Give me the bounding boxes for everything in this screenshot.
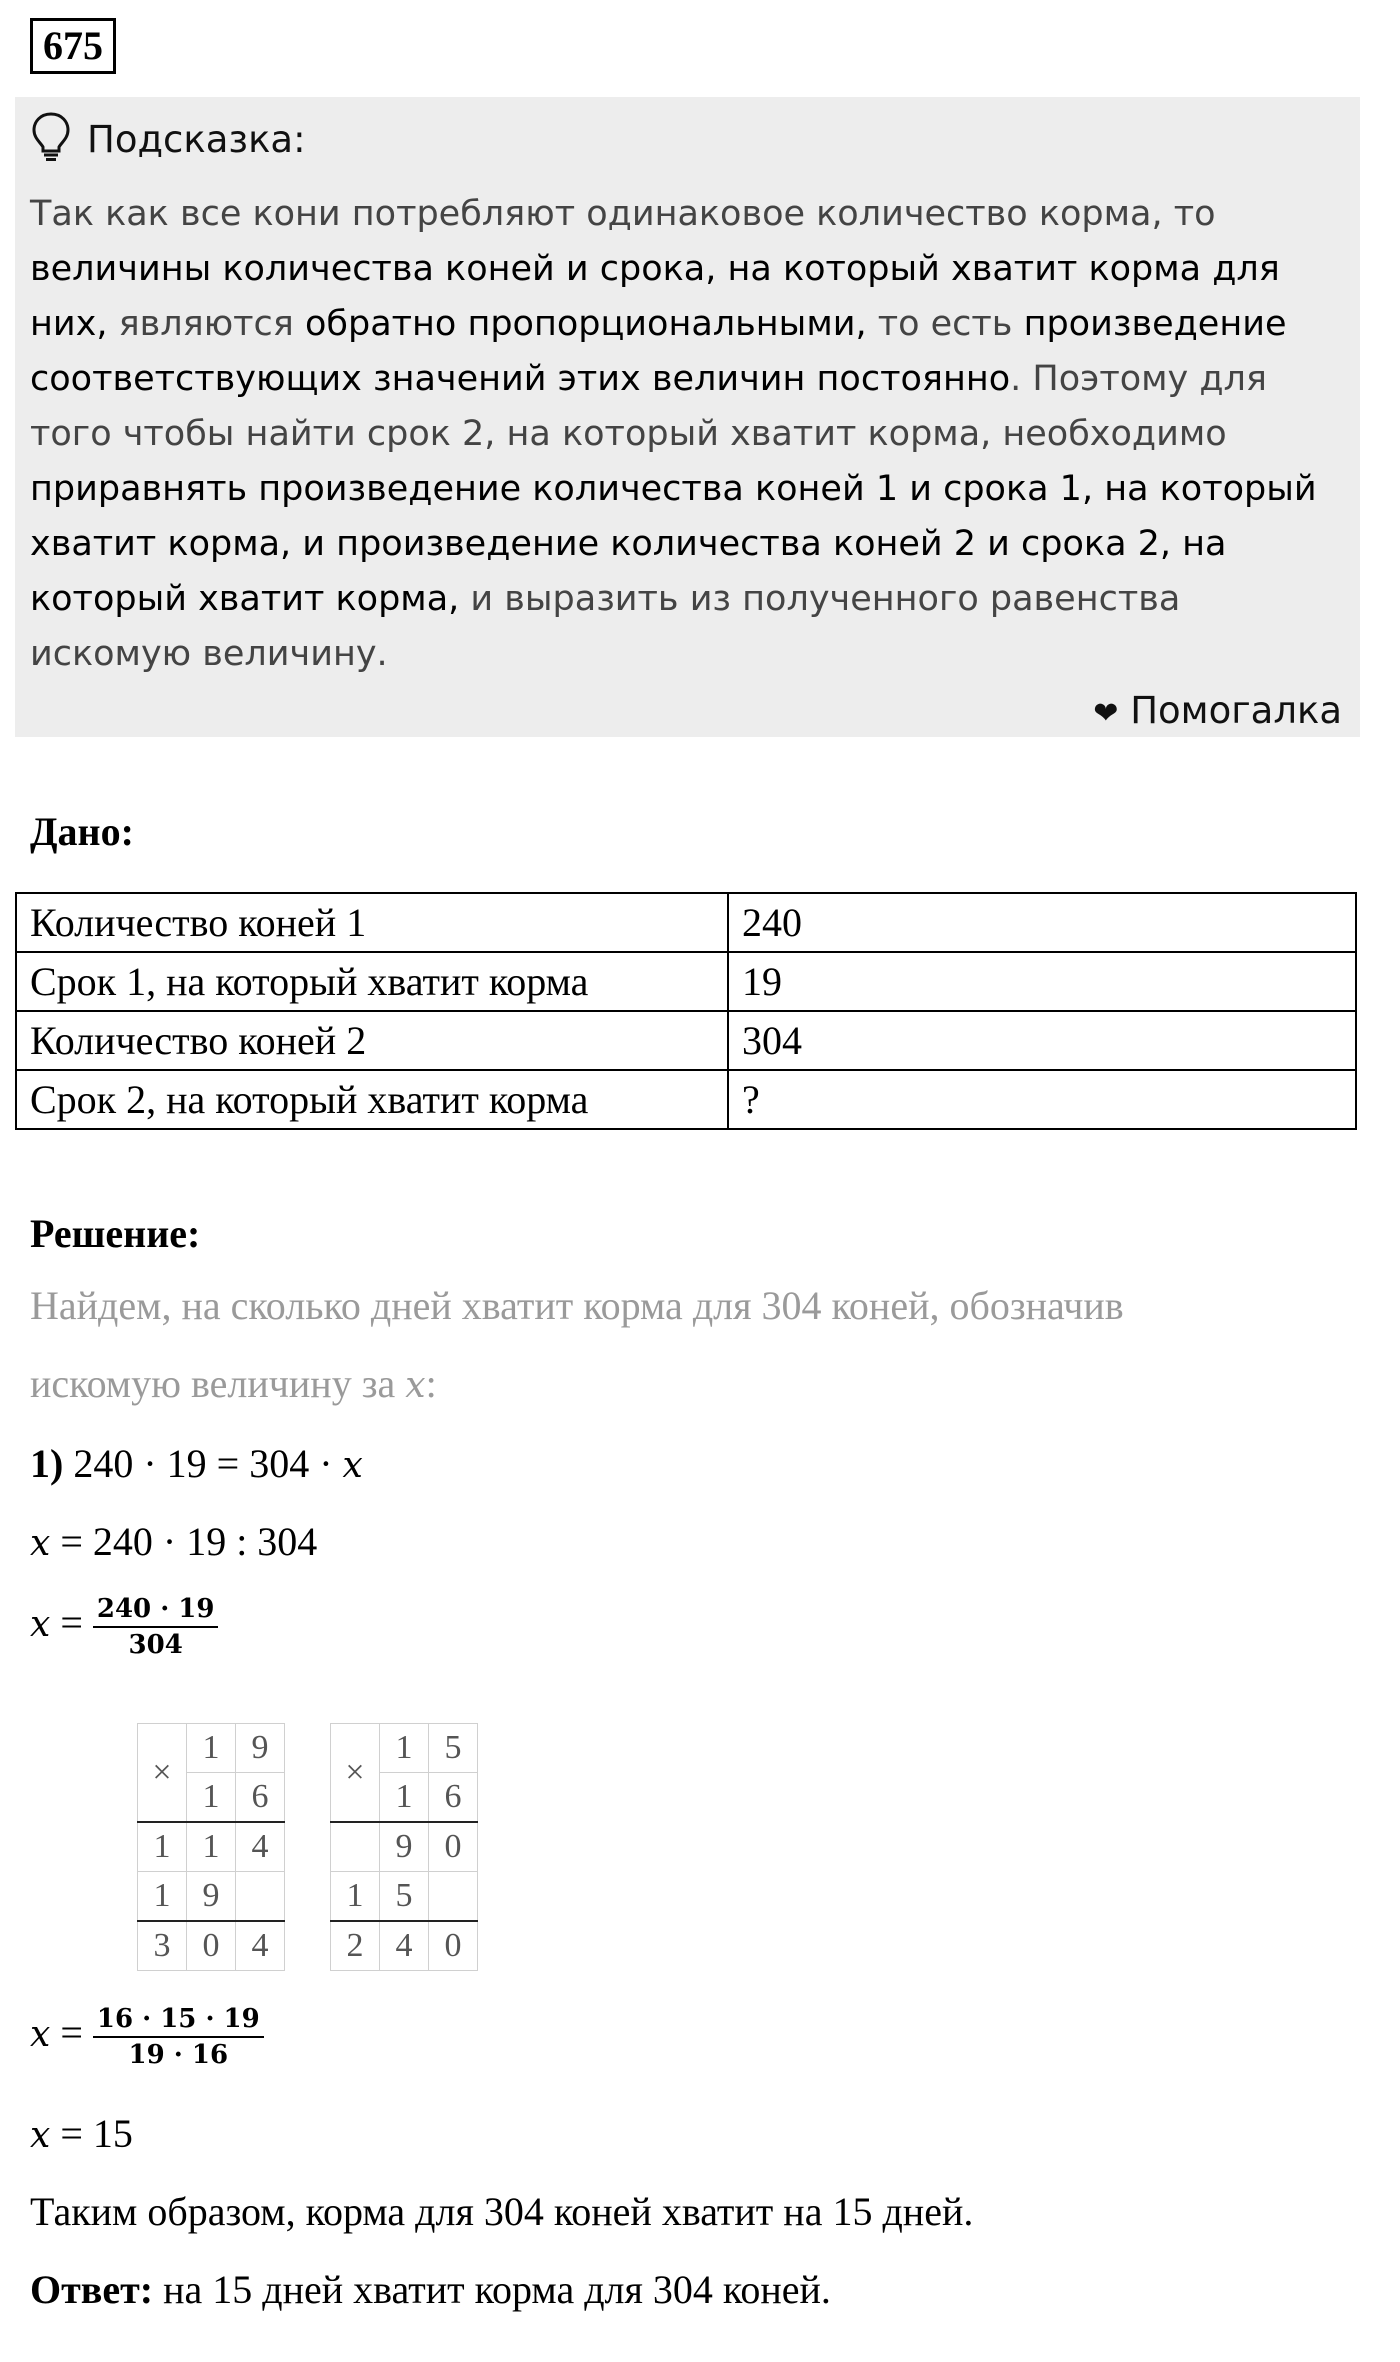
equation-1: 240 · 19 = 304 ·: [63, 1441, 343, 1486]
mult-digit: 0: [429, 1822, 478, 1872]
mult-digit: 4: [236, 1822, 285, 1872]
answer-label: Ответ:: [30, 2267, 154, 2312]
mult-row: [331, 1872, 478, 1922]
mult-digit: 0: [187, 1921, 236, 1971]
mult-digit: 2: [331, 1921, 380, 1971]
equation-line-1: [30, 1440, 363, 1487]
fraction-2-numerator: 16 · 15 · 19: [93, 2004, 264, 2038]
mult-row: [331, 1724, 478, 1773]
given-row: [16, 1011, 1356, 1070]
multiply-sign: ×: [138, 1724, 187, 1823]
hint-text-part: являются: [107, 304, 305, 344]
fraction-1-numerator: 240 · 19: [93, 1594, 219, 1628]
fraction-line-2: [30, 2004, 264, 2070]
multiplication-19x16: [137, 1723, 285, 1971]
mult-digit: 5: [429, 1724, 478, 1773]
answer-line: [30, 2266, 831, 2313]
hint-text-emphasis: величины количества коней и срока, на который хватит корма для них,: [30, 249, 1280, 344]
variable-x: x: [30, 1523, 51, 1564]
hint-title: Подсказка:: [87, 117, 306, 161]
hint-text-part: и выразить из полученного равенства искомую величину.: [30, 579, 1181, 674]
mult-digit: 4: [380, 1921, 429, 1971]
solution-intro-line-1: Найдем, на сколько дней хватит корма для 304 коней, обозначив: [30, 1283, 1124, 1328]
mult-digit: 6: [236, 1773, 285, 1823]
lightbulb-icon: [31, 111, 71, 168]
mult-row: [331, 1921, 478, 1971]
given-label: Количество коней 2: [16, 1011, 728, 1070]
given-row: [16, 952, 1356, 1011]
mult-digit: 9: [380, 1822, 429, 1872]
variable-x: x: [30, 1604, 51, 1646]
mult-digit: [236, 1872, 285, 1922]
hint-text-emphasis: произведение соответствующих значений этих величин постоянно: [30, 304, 1287, 399]
hint-text-emphasis: приравнять произведение количества коней 1 и срока 1, на который хватит корма, и произведение количества коней 2 и срока 2, на который хватит корма,: [30, 469, 1317, 619]
hint-text-part: то есть: [866, 304, 1024, 344]
hint-text-part: Так как все кони потребляют одинаковое количество корма, то: [30, 194, 1216, 234]
mult-digit: 1: [331, 1872, 380, 1922]
mult-digit: 1: [138, 1872, 187, 1922]
solution-intro-line-2: [30, 1360, 437, 1407]
hint-box: [15, 97, 1360, 737]
answer-text: на 15 дней хватит корма для 304 коней.: [153, 2267, 831, 2312]
variable-x: x: [405, 1365, 426, 1406]
given-row: [16, 1070, 1356, 1129]
hint-text: [30, 187, 1350, 682]
mult-row: [138, 1921, 285, 1971]
hint-text-part: . Поэтому для того чтобы найти срок 2, на который хватит корма, необходимо: [30, 359, 1267, 454]
given-value: ?: [728, 1070, 1356, 1129]
mult-digit: 0: [429, 1921, 478, 1971]
mult-digit: 3: [138, 1921, 187, 1971]
heart-icon: ❤: [1093, 696, 1119, 731]
mult-digit: 9: [187, 1872, 236, 1922]
mult-row: [138, 1822, 285, 1872]
mult-digit: [429, 1872, 478, 1922]
equals-sign: =: [50, 2010, 93, 2056]
fraction-line-1: [30, 1594, 218, 1660]
conclusion-line: Таким образом, корма для 304 коней хватит на 15 дней.: [30, 2189, 974, 2234]
variable-x: x: [342, 1445, 363, 1486]
given-row: [16, 893, 1356, 952]
given-value: 19: [728, 952, 1356, 1011]
given-label: Количество коней 1: [16, 893, 728, 952]
fraction-1-denominator: 304: [128, 1630, 183, 1660]
fraction-2-denominator: 19 · 16: [128, 2040, 229, 2070]
fraction-2: [93, 2004, 264, 2070]
given-value: 304: [728, 1011, 1356, 1070]
given-value: 240: [728, 893, 1356, 952]
equation-line-2: [30, 1518, 317, 1565]
mult-digit: 4: [236, 1921, 285, 1971]
result-value: = 15: [50, 2111, 133, 2156]
mult-row: [331, 1822, 478, 1872]
variable-x: x: [30, 2014, 51, 2056]
solution-heading: Решение:: [30, 1211, 201, 1256]
mult-digit: 6: [429, 1773, 478, 1823]
step-label: 1): [30, 1441, 64, 1486]
mult-row: [138, 1872, 285, 1922]
result-line: [30, 2110, 133, 2157]
fraction-1: [93, 1594, 219, 1660]
hint-text-emphasis: обратно пропорциональными,: [304, 304, 867, 344]
hint-header: [31, 109, 306, 169]
hint-footer-label: Помогалка: [1130, 689, 1342, 732]
equation-2: = 240 · 19 : 304: [50, 1519, 318, 1564]
task-number: 675: [30, 18, 116, 74]
mult-digit: 1: [187, 1822, 236, 1872]
multiplication-15x16: [330, 1723, 478, 1971]
mult-digit: 1: [138, 1822, 187, 1872]
given-label: Срок 2, на который хватит корма: [16, 1070, 728, 1129]
given-label: Срок 1, на который хватит корма: [16, 952, 728, 1011]
hint-footer[interactable]: [1093, 689, 1342, 732]
intro-colon: :: [425, 1361, 437, 1406]
variable-x: x: [30, 2115, 51, 2156]
equals-sign: =: [50, 1600, 93, 1646]
mult-digit: [331, 1822, 380, 1872]
given-table: [15, 892, 1357, 1130]
mult-digit: 1: [380, 1773, 429, 1823]
mult-digit: 1: [187, 1773, 236, 1823]
mult-row: [138, 1724, 285, 1773]
mult-digit: 9: [236, 1724, 285, 1773]
mult-digit: 1: [380, 1724, 429, 1773]
given-heading: Дано:: [30, 809, 134, 854]
mult-digit: 5: [380, 1872, 429, 1922]
mult-digit: 1: [187, 1724, 236, 1773]
multiply-sign: ×: [331, 1724, 380, 1823]
intro-text: искомую величину за: [30, 1361, 406, 1406]
